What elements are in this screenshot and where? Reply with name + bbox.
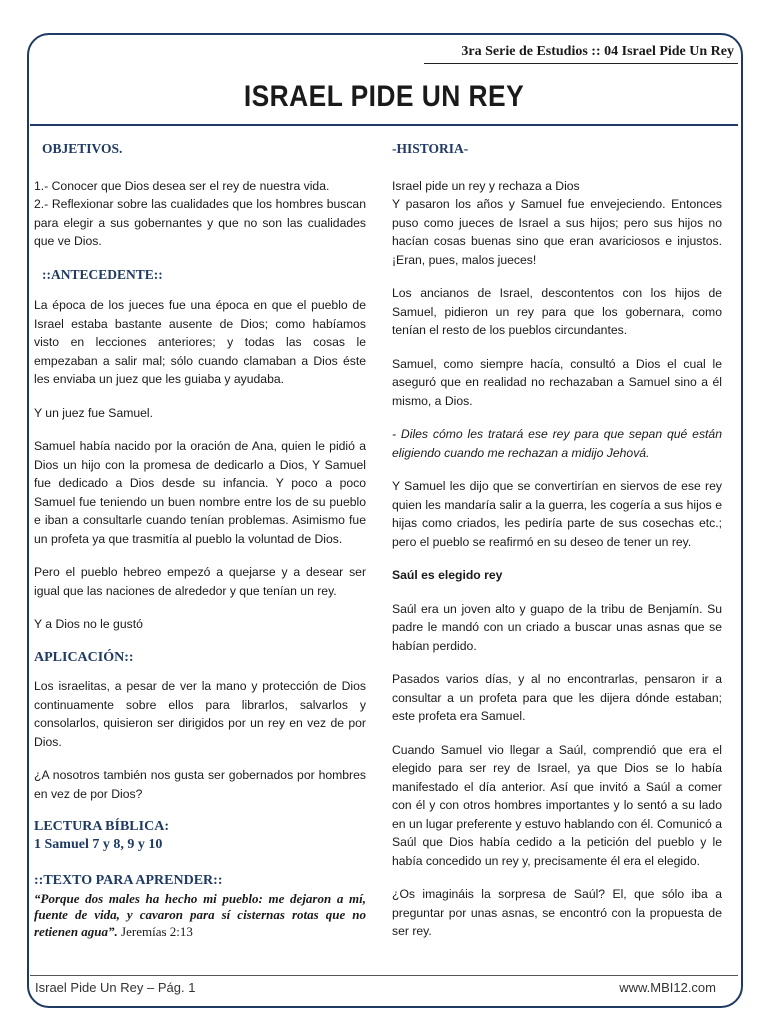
lectura-reference: 1 Samuel 7 y 8, 9 y 10: [34, 837, 163, 852]
title-divider: [30, 124, 738, 126]
antecedente-heading: ::ANTECEDENTE::: [42, 266, 163, 282]
antecedente-paragraph-4: Pero el pueblo hebreo empezó a quejarse y a desear ser igual que las naciones de alrededor y que tenían un rey.: [34, 565, 366, 598]
objetivo-1: 1.- Conocer que Dios desea ser el rey de nuestra vida.: [34, 178, 330, 193]
memory-verse: [34, 891, 366, 941]
lectura-biblica: [34, 818, 366, 854]
saul-paragraph-4: ¿Os imagináis la sorpresa de Saúl? El, que sólo iba a preguntar por unas asnas, se encontró con la propuesta de ser rey.: [392, 887, 722, 938]
historia-paragraph-4: Y Samuel les dijo que se convertirían en siervos de ese rey quien les mandaría salir a la guerra, les cogería a sus hijos e hijas como criados, les pediría parte de sus cosechas etc.; pero el pueblo se reafirmó en su deseo de tener un rey.: [392, 479, 722, 549]
historia-paragraph-2: Los ancianos de Israel, descontentos con los hijos de Samuel, pidieron un rey para que los gobernara, como tenían el resto de los pueblos circundantes.: [392, 286, 722, 337]
antecedente-paragraph-5: Y a Dios no le gustó: [34, 617, 143, 631]
footer-page-label: Israel Pide Un Rey – Pág. 1: [35, 980, 196, 995]
objetivo-2: 2.- Reflexionar sobre las cualidades que los hombres buscan para elegir a sus gobernantes y que no son las cualidades que ve Dios.: [34, 197, 366, 248]
objetivos-heading: OBJETIVOS.: [42, 141, 123, 156]
verse-reference: Jeremías 2:13: [117, 923, 193, 939]
aplicacion-heading: APLICACIÓN::: [34, 649, 134, 665]
historia-paragraph-1: Y pasaron los años y Samuel fue envejeciendo. Entonces puso como jueces de Israel a sus hijos; pero sus hijos no hacían cosas buenas sino que eran avariciosos e injustos. ¡Eran, pues, malos jueces!: [392, 197, 722, 267]
footer-divider: [30, 975, 738, 976]
verse-text: “Porque dos males ha hecho mi pueblo: me dejaron a mí, fuente de vida, y cavaron para sí cisternas rotas que no retienen agua”.: [34, 890, 366, 939]
antecedente-paragraph-1: La época de los jueces fue una época en que el pueblo de Israel estaba bastante ausente de Dios; como habíamos visto en lecciones anteriores; y todas las cosas le empezaban a salir mal; sólo cuando clamaban a Dios éste les enviaba un juez que les guiaba y ayudaba.: [34, 298, 366, 386]
aplicacion-paragraph-2: ¿A nosotros también nos gusta ser gobernados por hombres en vez de por Dios?: [34, 768, 366, 801]
antecedente-paragraph-3: Samuel había nacido por la oración de Ana, quien le pidió a Dios un hijo con la promesa de dedicarlo a Dios, Y Samuel fue dedicado a Dios desde su infancia. Y poco a poco Samuel fue teniendo un buen nombre entre los de su pueblo e iban a consultarle cuando tenían problemas. Asimismo fue un profeta ya que trasmitía al pueblo la voluntad de Dios.: [34, 439, 366, 546]
saul-paragraph-2: Pasados varios días, y al no encontrarlas, pensaron ir a consultar a un profeta para que les dijera dónde estaban; este profeta era Samuel.: [392, 672, 722, 723]
saul-paragraph-3: Cuando Samuel vio llegar a Saúl, comprendió que era el elegido para ser rey de Israel, ya que Dios se lo había manifestado el día anterior. Así que invitó a Saúl a comer con él y con otros hombres importantes y lo sentó a su lado en un lugar preferente y estuvo hablando con él. Comunicó a Saúl que Dios había cedido a la petición del pueblo y le había concedido un rey y, precisamente él era el elegido.: [392, 742, 722, 868]
historia-subtitle: Israel pide un rey y rechaza a Dios: [392, 178, 580, 193]
saul-paragraph-1: Saúl era un joven alto y guapo de la tribu de Benjamín. Su padre le mandó con un criado a buscar unas asnas que se habían perdido.: [392, 601, 722, 653]
historia-quote: - Diles cómo les tratará ese rey para que sepan qué están eligiendo cuando me rechazan a midijo Jehová.: [392, 427, 722, 460]
left-column: [34, 140, 366, 955]
saul-subtitle: Saúl es elegido rey: [392, 568, 503, 582]
historia-paragraph-3: Samuel, como siempre hacía, consultó a Dios el cual le aseguró que en realidad no rechazaban a Samuel sino a él mismo, a Dios.: [392, 356, 722, 408]
antecedente-paragraph-2: Y un juez fue Samuel.: [34, 405, 154, 420]
lectura-heading: LECTURA BÍBLICA:: [34, 819, 169, 834]
footer-website-link[interactable]: www.MBI12.com: [619, 980, 716, 995]
series-header: 3ra Serie de Estudios :: 04 Israel Pide Un Rey: [461, 44, 734, 59]
right-column: [392, 140, 722, 956]
texto-heading: ::TEXTO PARA APRENDER::: [34, 873, 223, 888]
header-divider: [424, 63, 738, 64]
aplicacion-paragraph-1: Los israelitas, a pesar de ver la mano y protección de Dios continuamente sobre ellos para librarlos, salvarlos y consolarlos, quisieron ser dirigidos por un rey en vez de por Dios.: [34, 679, 366, 749]
page-title: ISRAEL PIDE UN REY: [243, 80, 525, 113]
historia-heading: -HISTORIA-: [392, 141, 469, 156]
